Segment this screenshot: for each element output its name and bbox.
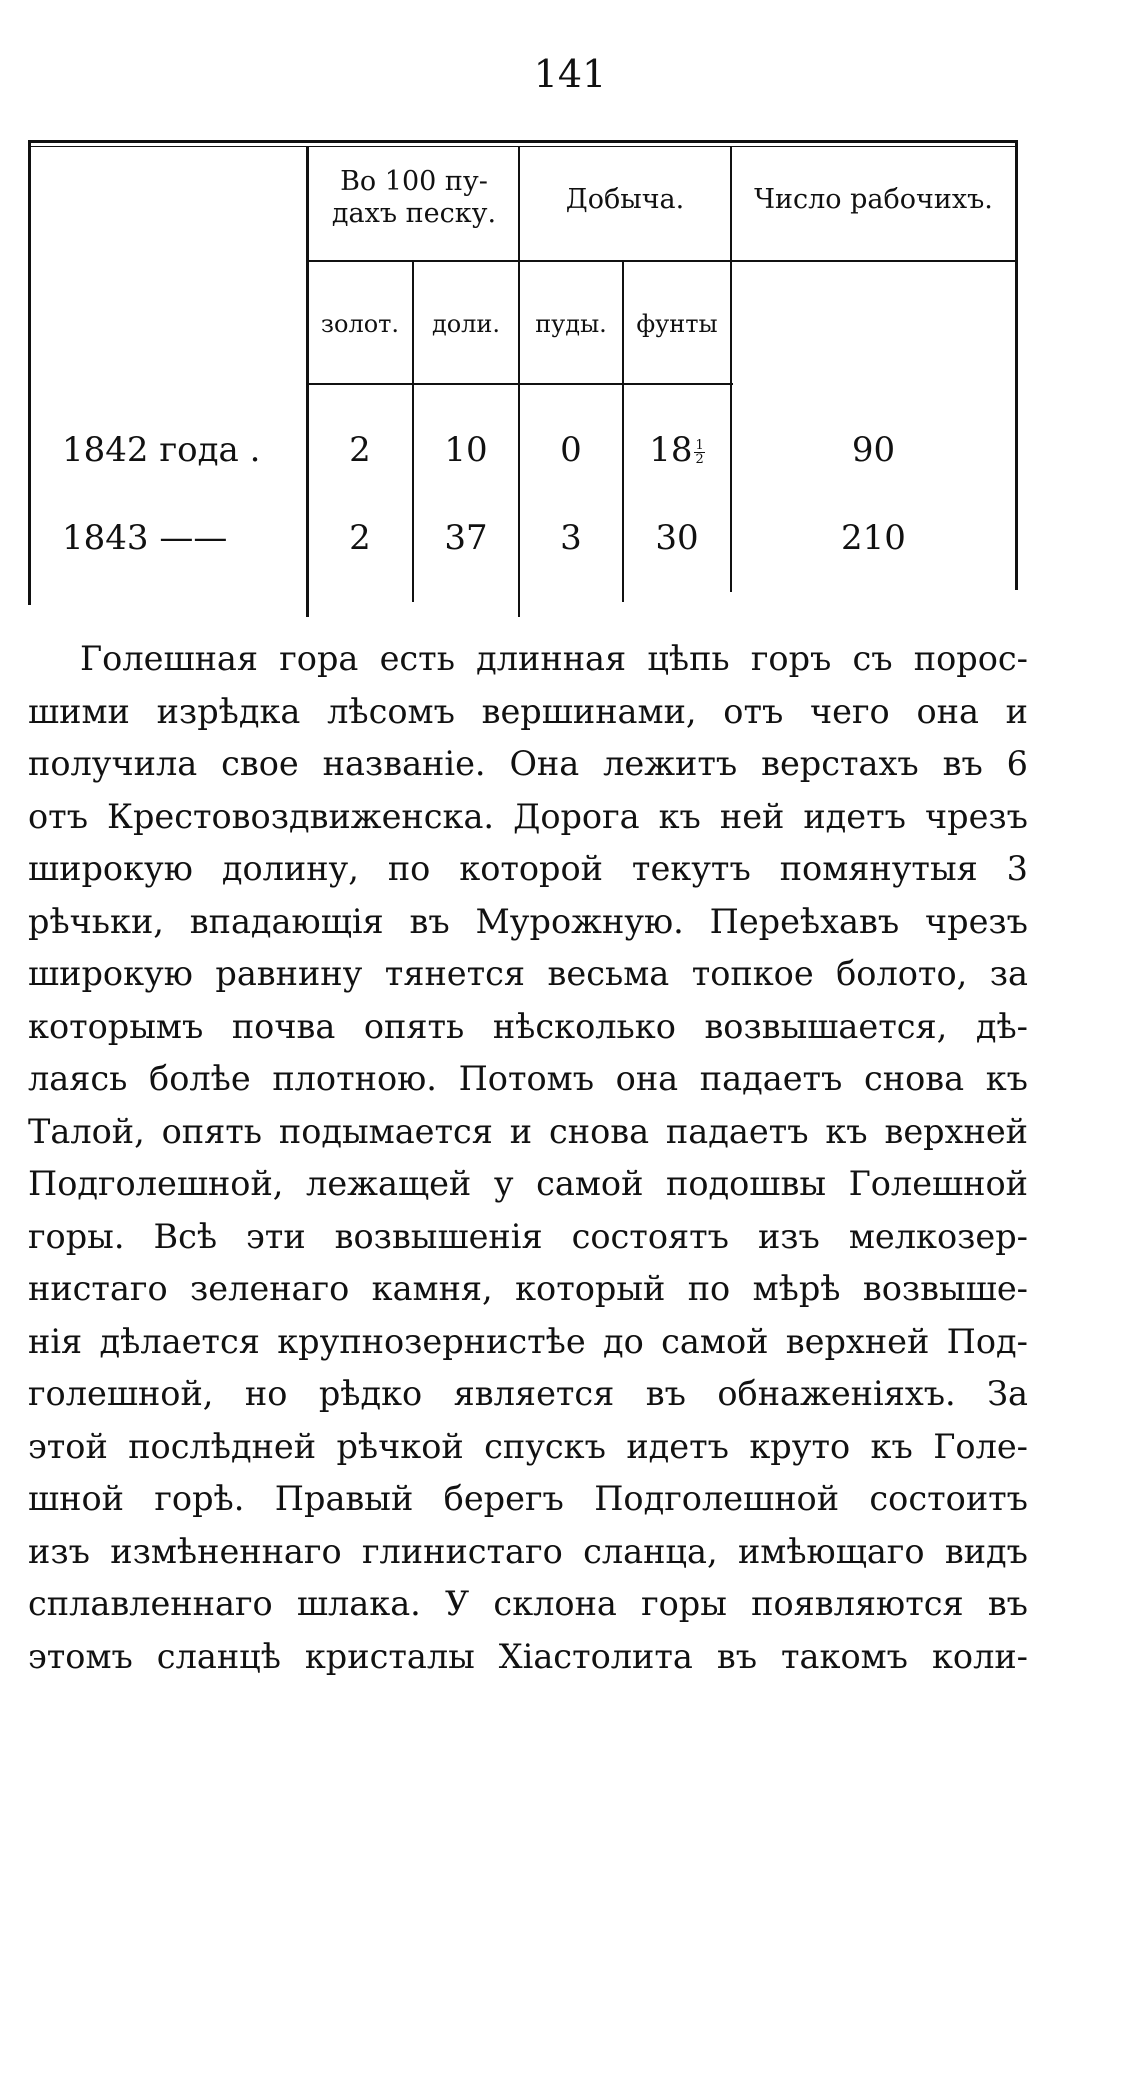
text-line: изъ измѣненнаго глинистаго сланца, имѣющаго видъ <box>28 1531 1028 1571</box>
text-line: широкую долину, по которой текутъ помянутыя 3 <box>28 849 1028 888</box>
text-line: рѣчьки, впадающія въ Мурожную. Переѣхавъ чрезъ <box>28 901 1028 941</box>
fraction-numerator: 1 <box>695 437 704 453</box>
subheader-pudy: пуды. <box>535 310 607 338</box>
body-paragraph <box>28 633 1028 1683</box>
table-top-border <box>28 140 1018 143</box>
cell-funty-1843: 30 <box>655 518 699 558</box>
cell-workers-1842: 90 <box>851 430 896 470</box>
text-line: горы. Всѣ эти возвышенія состоятъ изъ мелкозер- <box>28 1216 1028 1256</box>
text-line: Подголешной, лежащей у самой подошвы Голешной <box>28 1164 1028 1203</box>
cell-pudy-1842: 0 <box>560 430 582 470</box>
text-line: сплавленнаго шлака. У склона горы появляются въ <box>28 1584 1028 1623</box>
text-line: шной горѣ. Правый берегъ Подголешной состоитъ <box>28 1479 1028 1518</box>
text-line: этомъ сланцѣ кристалы Хіастолита въ такомъ коли- <box>28 1636 1028 1676</box>
cell-gold-1843: 2 <box>349 518 371 558</box>
text-line: нія дѣлается крупнозернистѣе до самой верхней Под- <box>28 1321 1028 1361</box>
text-line: голешной, но рѣдко является въ обнаженіяхъ. За <box>28 1374 1028 1413</box>
cell-workers-1843: 210 <box>841 518 906 558</box>
header-rule <box>308 383 733 385</box>
cell-pudy-1843: 3 <box>560 518 582 558</box>
header-sand-line2: дахъ песку. <box>331 198 497 229</box>
text-line: отъ Крестовоздвиженска. Дорога къ ней идетъ чрезъ <box>28 796 1028 836</box>
table-left-border <box>28 140 31 605</box>
funty-fraction <box>694 439 704 466</box>
text-line: этой послѣдней рѣчкой спускъ идетъ круто къ Голе- <box>28 1426 1028 1466</box>
text-line: Талой, опять подымается и снова падаетъ къ верхней <box>28 1111 1028 1151</box>
fraction-denominator: 2 <box>695 451 704 467</box>
text-line: которымъ почва опять нѣсколько возвышается, дѣ- <box>28 1006 1028 1046</box>
cell-doli-1843: 37 <box>444 518 488 558</box>
text-line: лаясь болѣе плотною. Потомъ она падаетъ снова къ <box>28 1059 1028 1098</box>
row-label-1843: 1843 —— <box>62 518 228 558</box>
table-top-border-inner <box>28 146 1018 147</box>
table-right-border <box>1015 140 1018 590</box>
text-line: Голешная гора есть длинная цѣпь горъ съ порос- <box>80 639 1028 678</box>
subheader-gold: золот. <box>320 310 400 338</box>
header-sand-line1: Во 100 пу- <box>340 166 488 197</box>
header-workers: Число рабочихъ. <box>754 184 993 215</box>
header-yield: Добыча. <box>565 184 685 215</box>
header-rule <box>308 260 1016 262</box>
cell-funty-1842 <box>624 430 730 470</box>
text-line: нистаго зеленаго камня, который по мѣрѣ возвыше- <box>28 1269 1028 1308</box>
cell-gold-1842: 2 <box>349 430 371 470</box>
page-number: 141 <box>533 52 607 96</box>
subheader-doli: доли. <box>431 310 501 338</box>
text-line: широкую равнину тянется весьма топкое болото, за <box>28 954 1028 993</box>
row-label-1842: 1842 года . <box>62 430 261 470</box>
subheader-funty: фунты <box>636 310 718 338</box>
funty-whole: 18 <box>649 430 693 470</box>
text-line: шими изрѣдка лѣсомъ вершинами, отъ чего она и <box>28 691 1028 731</box>
text-line: получила свое названіе. Она лежитъ верстахъ въ 6 <box>28 744 1028 783</box>
cell-doli-1842: 10 <box>444 430 488 470</box>
